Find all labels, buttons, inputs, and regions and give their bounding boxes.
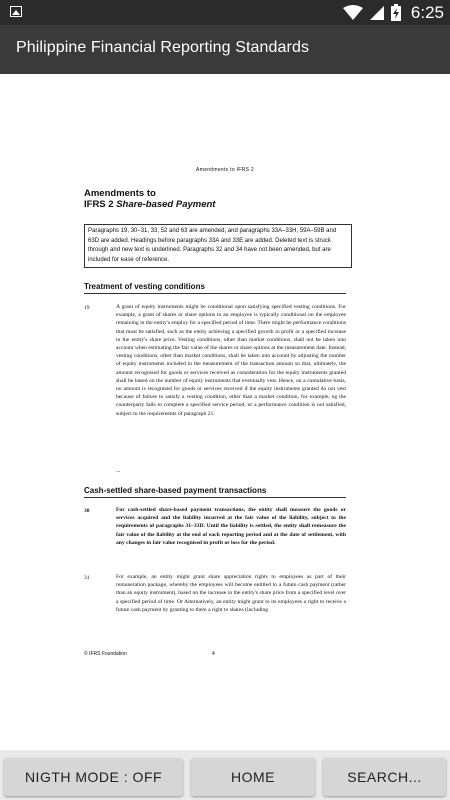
bottom-toolbar bbox=[0, 750, 450, 800]
document-title bbox=[84, 188, 215, 210]
amendment-note-box: Paragraphs 19, 30–31, 33, 52 and 63 are amended, and paragraphs 33A–33H, 59A–59B and 63D are added. Headings before paragraphs 33A and 33E are added. Deleted text is struck through and new text is underlined. Paragraphs 32 and 34 have not been amended, but are included for ease of reference. bbox=[84, 224, 352, 268]
battery-charging-icon bbox=[391, 4, 401, 21]
title-line-1: Amendments to bbox=[84, 188, 156, 199]
status-icons bbox=[343, 0, 444, 25]
ellipsis: ... bbox=[116, 468, 121, 474]
paragraph-number-31: 31 bbox=[84, 575, 90, 581]
paragraph-number-19: 19 bbox=[84, 305, 90, 311]
app-bar bbox=[0, 25, 450, 74]
footer-copyright: © IFRS Foundation bbox=[84, 651, 127, 657]
status-bar bbox=[0, 0, 450, 25]
wifi-icon bbox=[343, 5, 363, 21]
paragraph-30-text: For cash-settled share-based payment transactions, the entity shall measure the goods or services acquired and the liability incurred at the fair value of the liability, subject to the requirements of paragraphs 31–33D. Until the liability is settled, the entity shall remeasure the fair value of the liability at the end of each reporting period and at the date of settlement, with any changes in fair value recognised in profit or loss for the period. bbox=[116, 507, 346, 546]
document-viewer[interactable] bbox=[0, 74, 450, 750]
footer-page-number: 4 bbox=[212, 651, 215, 657]
search-button[interactable]: SEARCH... bbox=[323, 758, 446, 796]
paragraph-19-text: A grant of equity instruments might be conditional upon satisfying specified vesting conditions. For example, a grant of shares or share options to an employee is typically conditional on the employee remaining in the entity's employ for a specified period of time. There might be performance conditions that must be satisfied, such as the entity achieving a specified growth in profit or a specified increase in the entity's share price. Vesting conditions, other than market conditions, shall not be taken into account when estimating the fair value of the shares or share options at the measurement date. Instead, vesting conditions, other than market conditions, shall be taken into account by adjusting the number of equity instruments included in the measurement of the transaction amount so that, ultimately, the amount recognised for goods or services received as consideration for the equity instruments granted shall be based on the number of equity instruments that eventually vest. Hence, on a cumulative basis, no amount is recognised for goods or services received if the equity instruments granted do not vest because of failure to satisfy a vesting condition, other than a market condition, for example, eg the counterparty fails to complete a specified service period, or a performance condition is not satisfied, subject to the requirements of paragraph 21. bbox=[116, 304, 346, 417]
running-head: Amendments to IFRS 2 bbox=[196, 167, 254, 173]
paragraph-number-30: 30 bbox=[84, 508, 90, 514]
image-icon bbox=[10, 6, 22, 17]
title-standard: IFRS 2 bbox=[84, 199, 117, 210]
section-heading-cash-settled: Cash-settled share-based payment transactions bbox=[84, 486, 346, 498]
signal-icon bbox=[369, 5, 385, 21]
night-mode-button[interactable]: NIGTH MODE : OFF bbox=[4, 758, 183, 796]
status-time: 6:25 bbox=[410, 2, 444, 22]
app-title: Philippine Financial Reporting Standards bbox=[16, 39, 310, 56]
home-button[interactable]: HOME bbox=[191, 758, 315, 796]
title-standard-name: Share-based Payment bbox=[116, 199, 216, 210]
title-line-2 bbox=[84, 199, 215, 210]
paragraph-31-text: For example, an entity might grant share appreciation rights to employees as part of their remuneration package, whereby the employees will become entitled to a future cash payment (rather than an equity instrument), based on the increase in the entity's share price from a specified level over a specified period of time. Or Alternatively, an entity might grant to its employees a right to receive a future cash payment by granting to them a right to shares (including bbox=[116, 574, 346, 613]
document-page bbox=[75, 74, 375, 750]
section-heading-vesting: Treatment of vesting conditions bbox=[84, 282, 346, 294]
